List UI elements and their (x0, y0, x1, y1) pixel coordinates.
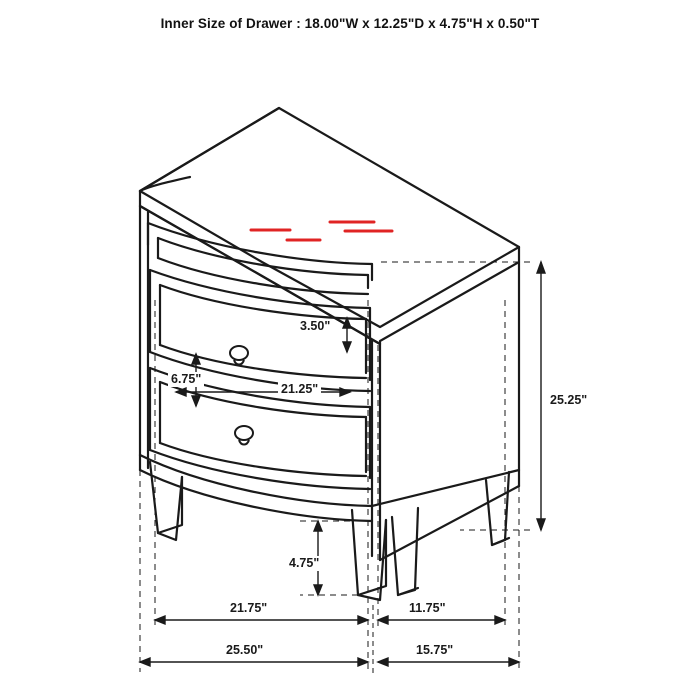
dim-label-total-width: 25.50" (223, 643, 266, 658)
cabinet-outline (140, 108, 519, 600)
drawer-knob-upper (230, 346, 248, 365)
drawer-knob-lower (235, 426, 253, 445)
dim-label-drawer-inner-width: 21.25" (278, 382, 321, 397)
dim-label-leg-height: 4.75" (286, 556, 322, 571)
dim-label-total-depth: 15.75" (413, 643, 456, 658)
page-title: Inner Size of Drawer : 18.00"W x 12.25"D x 4.75"H x 0.50"T (160, 16, 540, 31)
accent-marks (251, 222, 392, 240)
dim-label-total-height: 25.25" (547, 393, 590, 408)
extension-lines (140, 206, 530, 672)
dim-label-side-depth: 11.75" (406, 601, 449, 616)
dim-label-drawer-inner-height: 3.50" (297, 319, 333, 334)
dim-label-drawer-front-height: 6.75" (168, 372, 204, 387)
dim-label-front-width: 21.75" (227, 601, 270, 616)
